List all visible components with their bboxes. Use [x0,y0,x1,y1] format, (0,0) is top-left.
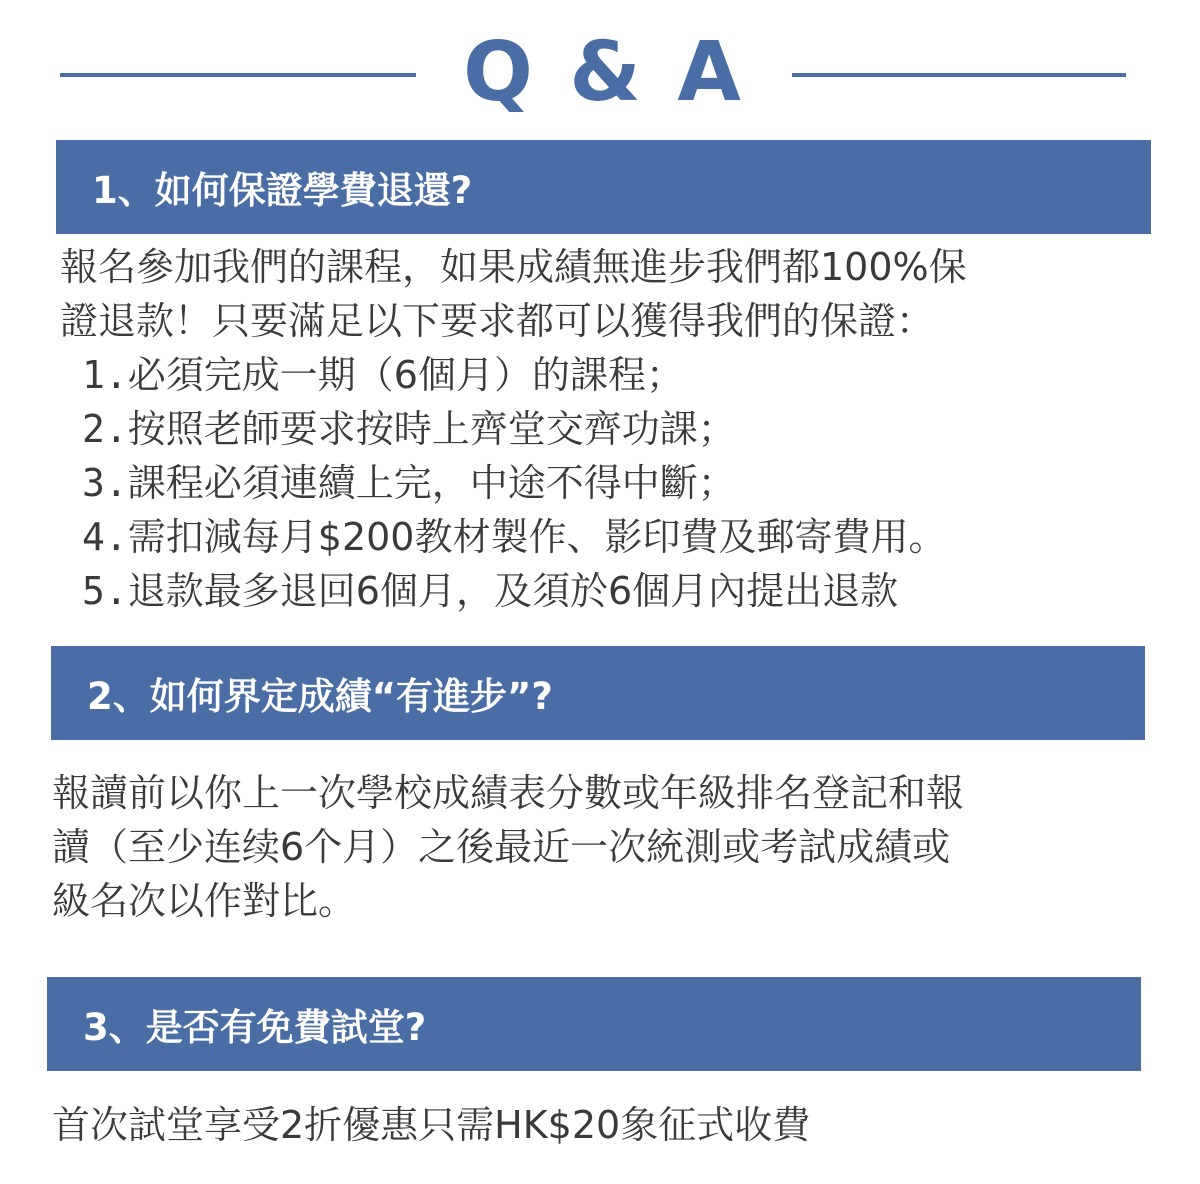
list-item [60,564,967,618]
question-bar-2 [51,646,1145,740]
answer-2-line: 報讀前以你上一次學校成績表分數或年級排名登記和報 [52,771,965,815]
list-item-number: 4. [82,515,128,559]
list-item [60,348,967,402]
list-item-number: 3. [82,461,128,505]
list-item-number: 1. [82,353,128,397]
question-1-text: 1、如何保證學費退還? [92,169,473,212]
question-bar-1 [56,140,1151,234]
list-item-text: 必須完成一期（6個月）的課程； [127,353,684,397]
answer-2 [52,766,964,928]
list-item-text: 需扣減每月$200教材製作、影印費及郵寄費用。 [127,515,947,559]
answer-1 [60,240,967,618]
question-2-text: 2、如何界定成績“有進步”? [87,675,553,718]
question-bar-3 [47,977,1141,1071]
list-item-number: 5. [82,569,128,613]
answer-1-line: 報名參加我們的課程，如果成績無進步我們都100%保 [60,245,967,289]
answer-2-line: 級名次以作對比。 [52,879,357,923]
answer-3 [52,1098,810,1152]
list-item-text: 退款最多退回6個月，及須於6個月內提出退款 [127,569,899,613]
list-item-text: 課程必須連續上完，中途不得中斷； [127,461,736,505]
answer-2-line: 讀（至少连续6个月）之後最近一次統測或考試成績或 [52,825,951,869]
list-item-number: 2. [82,407,128,451]
question-3-text: 3、是否有免費試堂? [83,1006,427,1049]
list-item [60,402,967,456]
title-divider-right [792,73,1126,77]
title-row [0,20,1200,130]
answer-3-line: 首次試堂享受2折優惠只需HK$20象征式收費 [52,1103,811,1147]
page-title: Q & A [463,25,745,120]
requirements-list [60,348,967,618]
list-item [60,456,967,510]
list-item-text: 按照老師要求按時上齊堂交齊功課； [127,407,736,451]
answer-1-line: 證退款！只要滿足以下要求都可以獲得我們的保證： [60,299,935,343]
title-divider-left [60,73,416,77]
list-item [60,510,967,564]
